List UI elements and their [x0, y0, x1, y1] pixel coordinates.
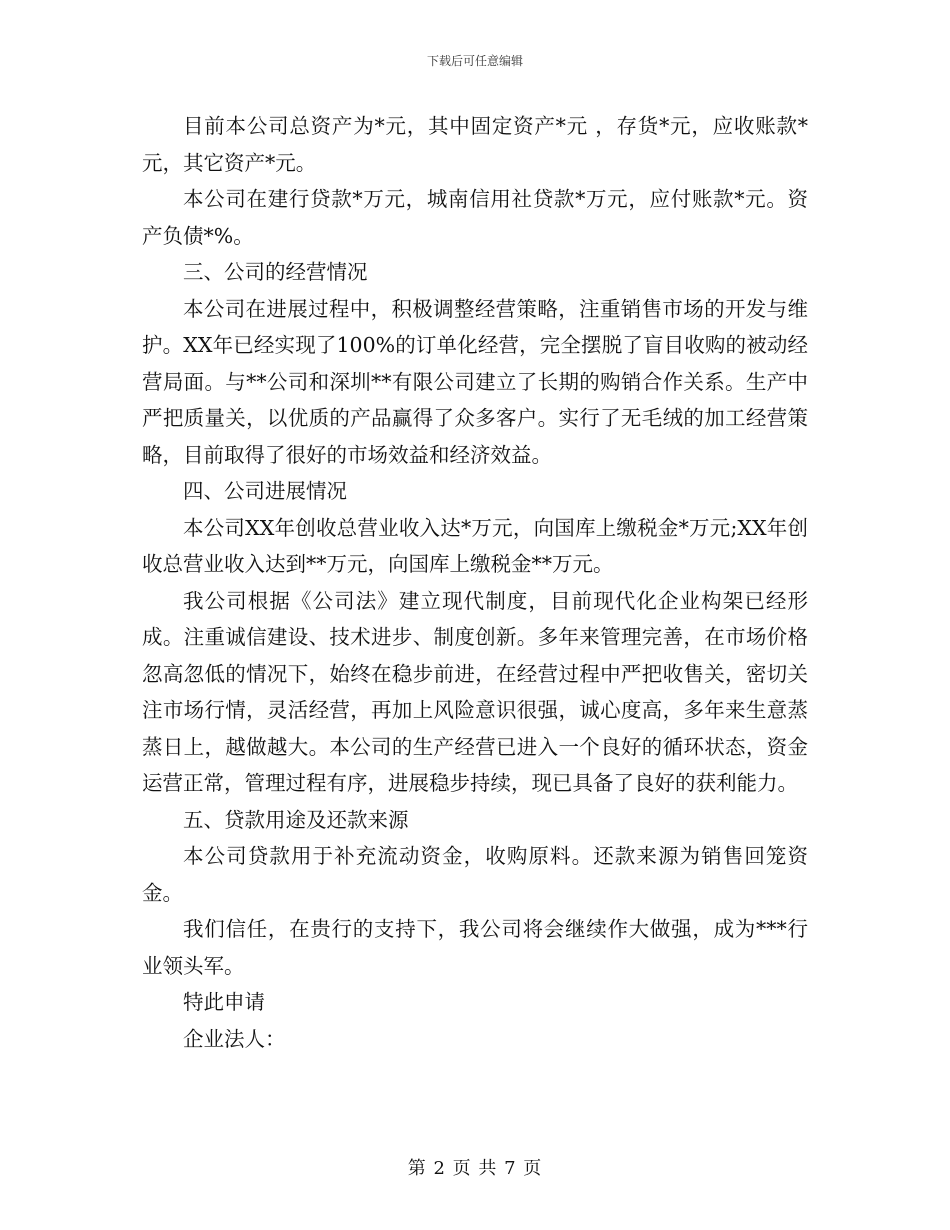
- paragraph-loan-usage: 本公司贷款用于补充流动资金，收购原料。还款来源为销售回笼资金。: [142, 844, 808, 905]
- paragraph-loans: 本公司在建行贷款*万元，城南信用社贷款*万元，应付账款*元。资产负债*%。: [142, 187, 808, 248]
- paragraph-management: 我公司根据《公司法》建立现代制度，目前现代化企业构架已经形成。注重诚信建设、技术进步、制度创新。多年来管理完善，在市场价格忽高忽低的情况下，始终在稳步前进，在经营过程中严把收售关，密切关注市场行情，灵活经营，再加上风险意识很强，诚心度高，多年来生意蒸蒸日上，越做越大。本公司的生产经营已进入一个良好的循环状态，资金运营正常，管理过程有序，进展稳步持续，现已具备了良好的获利能力。: [142, 588, 808, 795]
- page-header: 下载后可任意编辑: [426, 54, 523, 68]
- paragraph-request: 特此申请: [183, 990, 265, 1014]
- section-heading-development: 四、公司进展情况: [183, 479, 347, 503]
- section-heading-loan-usage: 五、贷款用途及还款来源: [183, 807, 409, 832]
- paragraph-revenue: 本公司XX年创收总营业收入达*万元，向国库上缴税金*万元;XX年创收总营业收入达到**万元，向国库上缴税金**万元。: [142, 515, 808, 576]
- section-heading-operations: 三、公司的经营情况: [183, 260, 368, 284]
- paragraph-assets: 目前本公司总资产为*元，其中固定资产*元 ，存货*元，应收账款*元，其它资产*元。: [142, 114, 808, 175]
- paragraph-trust: 我们信任，在贵行的支持下，我公司将会继续作大做强，成为***行业领头军。: [142, 917, 808, 978]
- document-body: [142, 108, 808, 1057]
- paragraph-legal-person: 企业法人：: [183, 1026, 286, 1051]
- paragraph-operations: 本公司在进展过程中，积极调整经营策略，注重销售市场的开发与维护。XX年已经实现了100%的订单化经营，完全摆脱了盲目收购的被动经营局面。与**公司和深圳**有限公司建立了长期的购销合作关系。生产中严把质量关，以优质的产品赢得了众多客户。实行了无毛绒的加工经营策略，目前取得了很好的市场效益和经济效益。: [142, 296, 808, 467]
- page-footer: 第 2 页 共 7 页: [407, 1158, 543, 1179]
